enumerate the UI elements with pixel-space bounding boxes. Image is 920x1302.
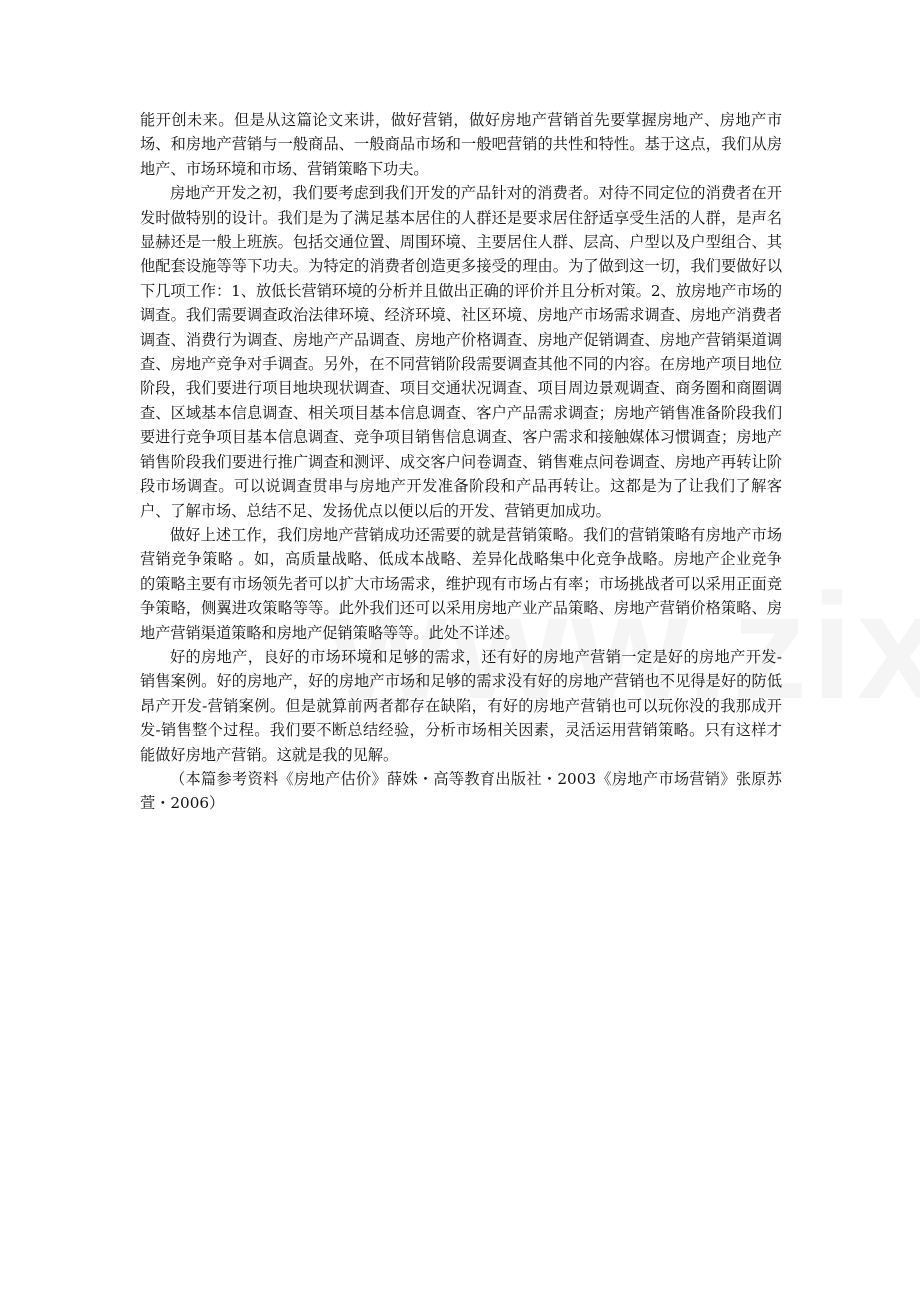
paragraph-strategy: 做好上述工作，我们房地产营销成功还需要的就是营销策略。我们的营销策略有房地产市场营销竞争策略 。如，高质量战略、低成本战略、差异化战略集中化竞争战略。房地产企业竞争的策略主要有市场领先者可以扩大市场需求，维护现有市场占有率；市场挑战者可以采用正面竞争策略，侧翼进攻策略等等。此外我们还可以采用房地产业产品策略、房地产营销价格策略、房地产营销渠道策略和房地产促销策略等等。此处不详述。 — [140, 525, 782, 642]
paragraph-continuation: 能开创未来。但是从这篇论文来讲，做好营销，做好房地产营销首先要掌握房地产、房地产市场、和房地产营销与一般商品、一般商品市场和一般吧营销的共性和特性。基于这点，我们从房地产、市场环境和市场、营销策略下功夫。 — [140, 111, 782, 178]
paragraph-references: （本篇参考资料《房地产估价》薛姝・高等教育出版社・2003《房地产市场营销》张原苏萱・2006） — [140, 769, 782, 813]
paragraph-development: 房地产开发之初，我们要考虑到我们开发的产品针对的消费者。对待不同定位的消费者在开发时做特别的设计。我们是为了满足基本居住的人群还是要求居住舒适享受生活的人群，是声名显赫还是一般上班族。包括交通位置、周围环境、主要居住人群、层高、户型以及户型组合、其他配套设施等等下功夫。为特定的消费者创造更多接受的理由。为了做到这一切，我们要做好以下几项工作：1、放低长营销环境的分析并且做出正确的评价并且分析对策。2、放房地产市场的调查。我们需要调查政治法律环境、经济环境、社区环境、房地产市场需求调查、房地产消费者调查、消费行为调查、房地产产品调查、房地产价格调查、房地产促销调查、房地产营销渠道调查、房地产竞争对手调查。另外，在不同营销阶段需要调查其他不同的内容。在房地产项目地位阶段，我们要进行项目地块现状调查、项目交通状况调查、项目周边景观调查、商务圈和商圈调查、区域基本信息调查、相关项目基本信息调查、客户产品需求调查；房地产销售准备阶段我们要进行竞争项目基本信息调查、竞争项目销售信息调查、客户需求和接触媒体习惯调查；房地产销售阶段我们要进行推广调查和测评、成交客户问卷调查、销售难点问卷调查、房地产再转让阶段市场调查。可以说调查贯串与房地产开发准备阶段和产品再转让。这都是为了让我们了解客户、了解市场、总结不足、发扬优点以便以后的开发、营销更加成功。 — [140, 184, 783, 520]
document-page — [140, 108, 782, 816]
paragraph-conclusion: 好的房地产，良好的市场环境和足够的需求，还有好的房地产营销一定是好的房地产开发-销售案例。好的房地产，好的房地产市场和足够的需求没有好的房地产营销也不见得是好的防低昂产开发-营销案例。但是就算前两者都存在缺陷，有好的房地产营销也可以玩你没的我那成开发-销售整个过程。我们要不断总结经验，分析市场相关因素，灵活运用营销策略。只有这样才能做好房地产营销。这就是我的见解。 — [140, 647, 782, 764]
